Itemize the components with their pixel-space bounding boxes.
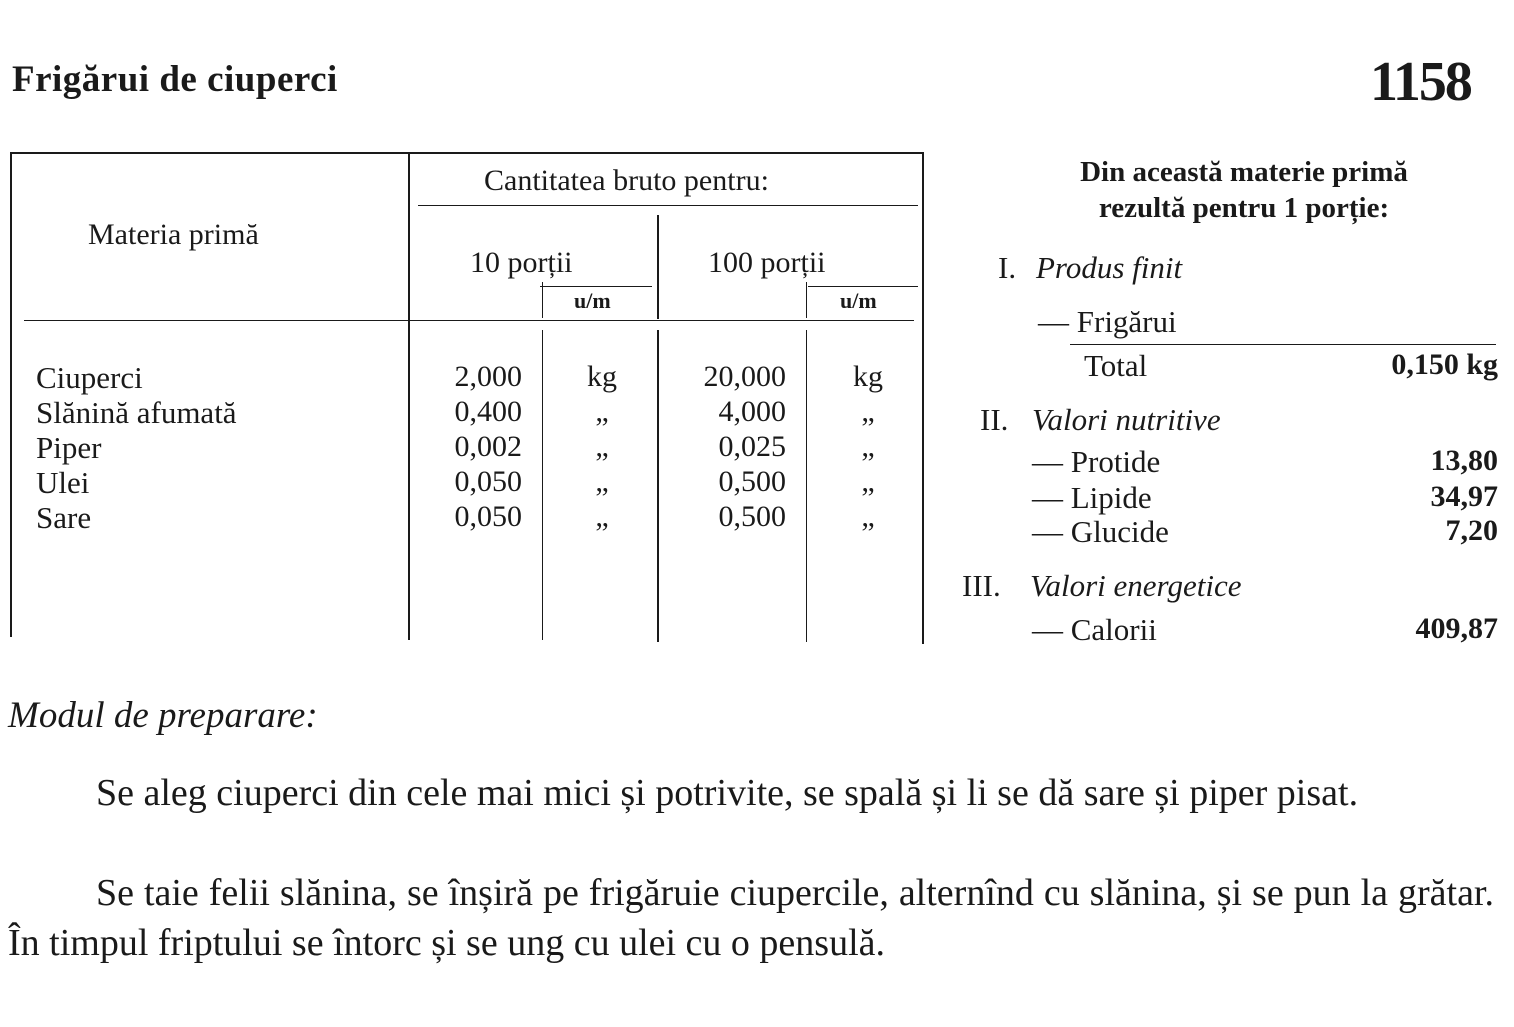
table-cell-u10: „	[595, 500, 609, 533]
table-cell-u100: „	[861, 465, 875, 498]
table-row-name: Ciuperci	[36, 360, 143, 395]
lipide-value: 34,97	[1430, 480, 1498, 513]
recipe-title: Frigărui de ciuperci	[12, 59, 338, 100]
method-paragraph-text: Se aleg ciuperci din cele mai mici și potrivite, se spală și li se dă sare și piper pisat.	[96, 772, 1359, 814]
glucide-value: 7,20	[1445, 514, 1498, 547]
col-header-10: 10 porții	[470, 246, 573, 279]
table-divider-materia	[408, 152, 410, 640]
recipe-number: 1158	[1370, 51, 1471, 113]
col-header-100: 100 porții	[708, 246, 826, 279]
table-cell-q10: 0,002	[454, 430, 522, 463]
table-divider-um-10-body	[542, 330, 543, 640]
table-divider-10-100	[657, 215, 659, 319]
section-number: I.	[998, 250, 1017, 285]
table-divider-10-100-body	[657, 330, 659, 642]
table-top-rule	[12, 152, 924, 154]
table-divider-um-100	[806, 282, 807, 318]
yield-heading-line2: rezultă pentru 1 porție:	[1098, 192, 1390, 224]
section-number: II.	[980, 402, 1009, 437]
table-cell-q100: 4,000	[718, 395, 786, 428]
table-right-border	[922, 152, 924, 644]
table-cell-u100: „	[861, 500, 875, 533]
table-cell-q10: 0,050	[454, 500, 522, 533]
protide-value: 13,80	[1430, 444, 1498, 477]
table-cell-u100: „	[861, 430, 875, 463]
yield-heading-line1: Din această materie primă	[1080, 156, 1408, 188]
col-header-um-100: u/m	[840, 288, 877, 313]
produs-item: — Frigărui	[1038, 304, 1177, 339]
lipide-label: — Lipide	[1032, 480, 1152, 515]
table-cell-u10: „	[595, 395, 609, 428]
table-um-rule-100	[808, 286, 918, 287]
method-title: Modul de preparare:	[8, 695, 318, 736]
table-cell-q10: 0,050	[454, 465, 522, 498]
col-header-materia: Materia primă	[88, 218, 259, 251]
col-header-cantitate: Cantitatea bruto pentru:	[484, 164, 769, 197]
table-row-name: Sare	[36, 500, 92, 535]
method-paragraph-text: Se taie felii slănina, se înșiră pe frigăruie ciupercile, alternînd cu slănina, și se pun la grătar. În timpul friptului se întorc și se ung cu ulei cu o pensulă.	[8, 872, 1494, 964]
table-cell-u10: „	[595, 465, 609, 498]
table-header-rule	[418, 205, 918, 206]
table-row-name: Slănină afumată	[36, 395, 237, 430]
table-cell-q100: 20,000	[703, 360, 786, 393]
table-cell-u100: kg	[853, 360, 883, 393]
table-cell-q100: 0,025	[718, 430, 786, 463]
protide-label: — Protide	[1032, 444, 1161, 479]
table-left-border	[10, 152, 12, 637]
table-row-name: Piper	[36, 430, 102, 465]
table-body-rule	[24, 320, 914, 321]
section-title-nutritive: Valori nutritive	[1032, 402, 1221, 437]
section-number: III.	[962, 568, 1001, 603]
table-cell-q100: 0,500	[718, 500, 786, 533]
table-cell-u100: „	[861, 395, 875, 428]
glucide-label: — Glucide	[1032, 514, 1169, 549]
table-divider-um-100-body	[806, 330, 807, 642]
table-cell-q10: 2,000	[454, 360, 522, 393]
total-label: Total	[1084, 348, 1148, 383]
calorii-value: 409,87	[1415, 612, 1498, 645]
table-cell-q100: 0,500	[718, 465, 786, 498]
calorii-label: — Calorii	[1032, 612, 1157, 647]
total-value: 0,150 kg	[1391, 348, 1498, 381]
total-rule	[1070, 344, 1496, 345]
table-divider-um-10	[542, 282, 543, 318]
method-paragraph	[8, 768, 1494, 818]
col-header-um-10: u/m	[574, 288, 611, 313]
table-cell-u10: „	[595, 430, 609, 463]
method-paragraph	[8, 868, 1494, 968]
table-cell-u10: kg	[587, 360, 617, 393]
table-row-name: Ulei	[36, 465, 90, 500]
section-title-produs: Produs finit	[1036, 250, 1183, 285]
table-um-rule-10	[540, 286, 652, 287]
table-cell-q10: 0,400	[454, 395, 522, 428]
section-title-energetice: Valori energetice	[1030, 568, 1242, 603]
